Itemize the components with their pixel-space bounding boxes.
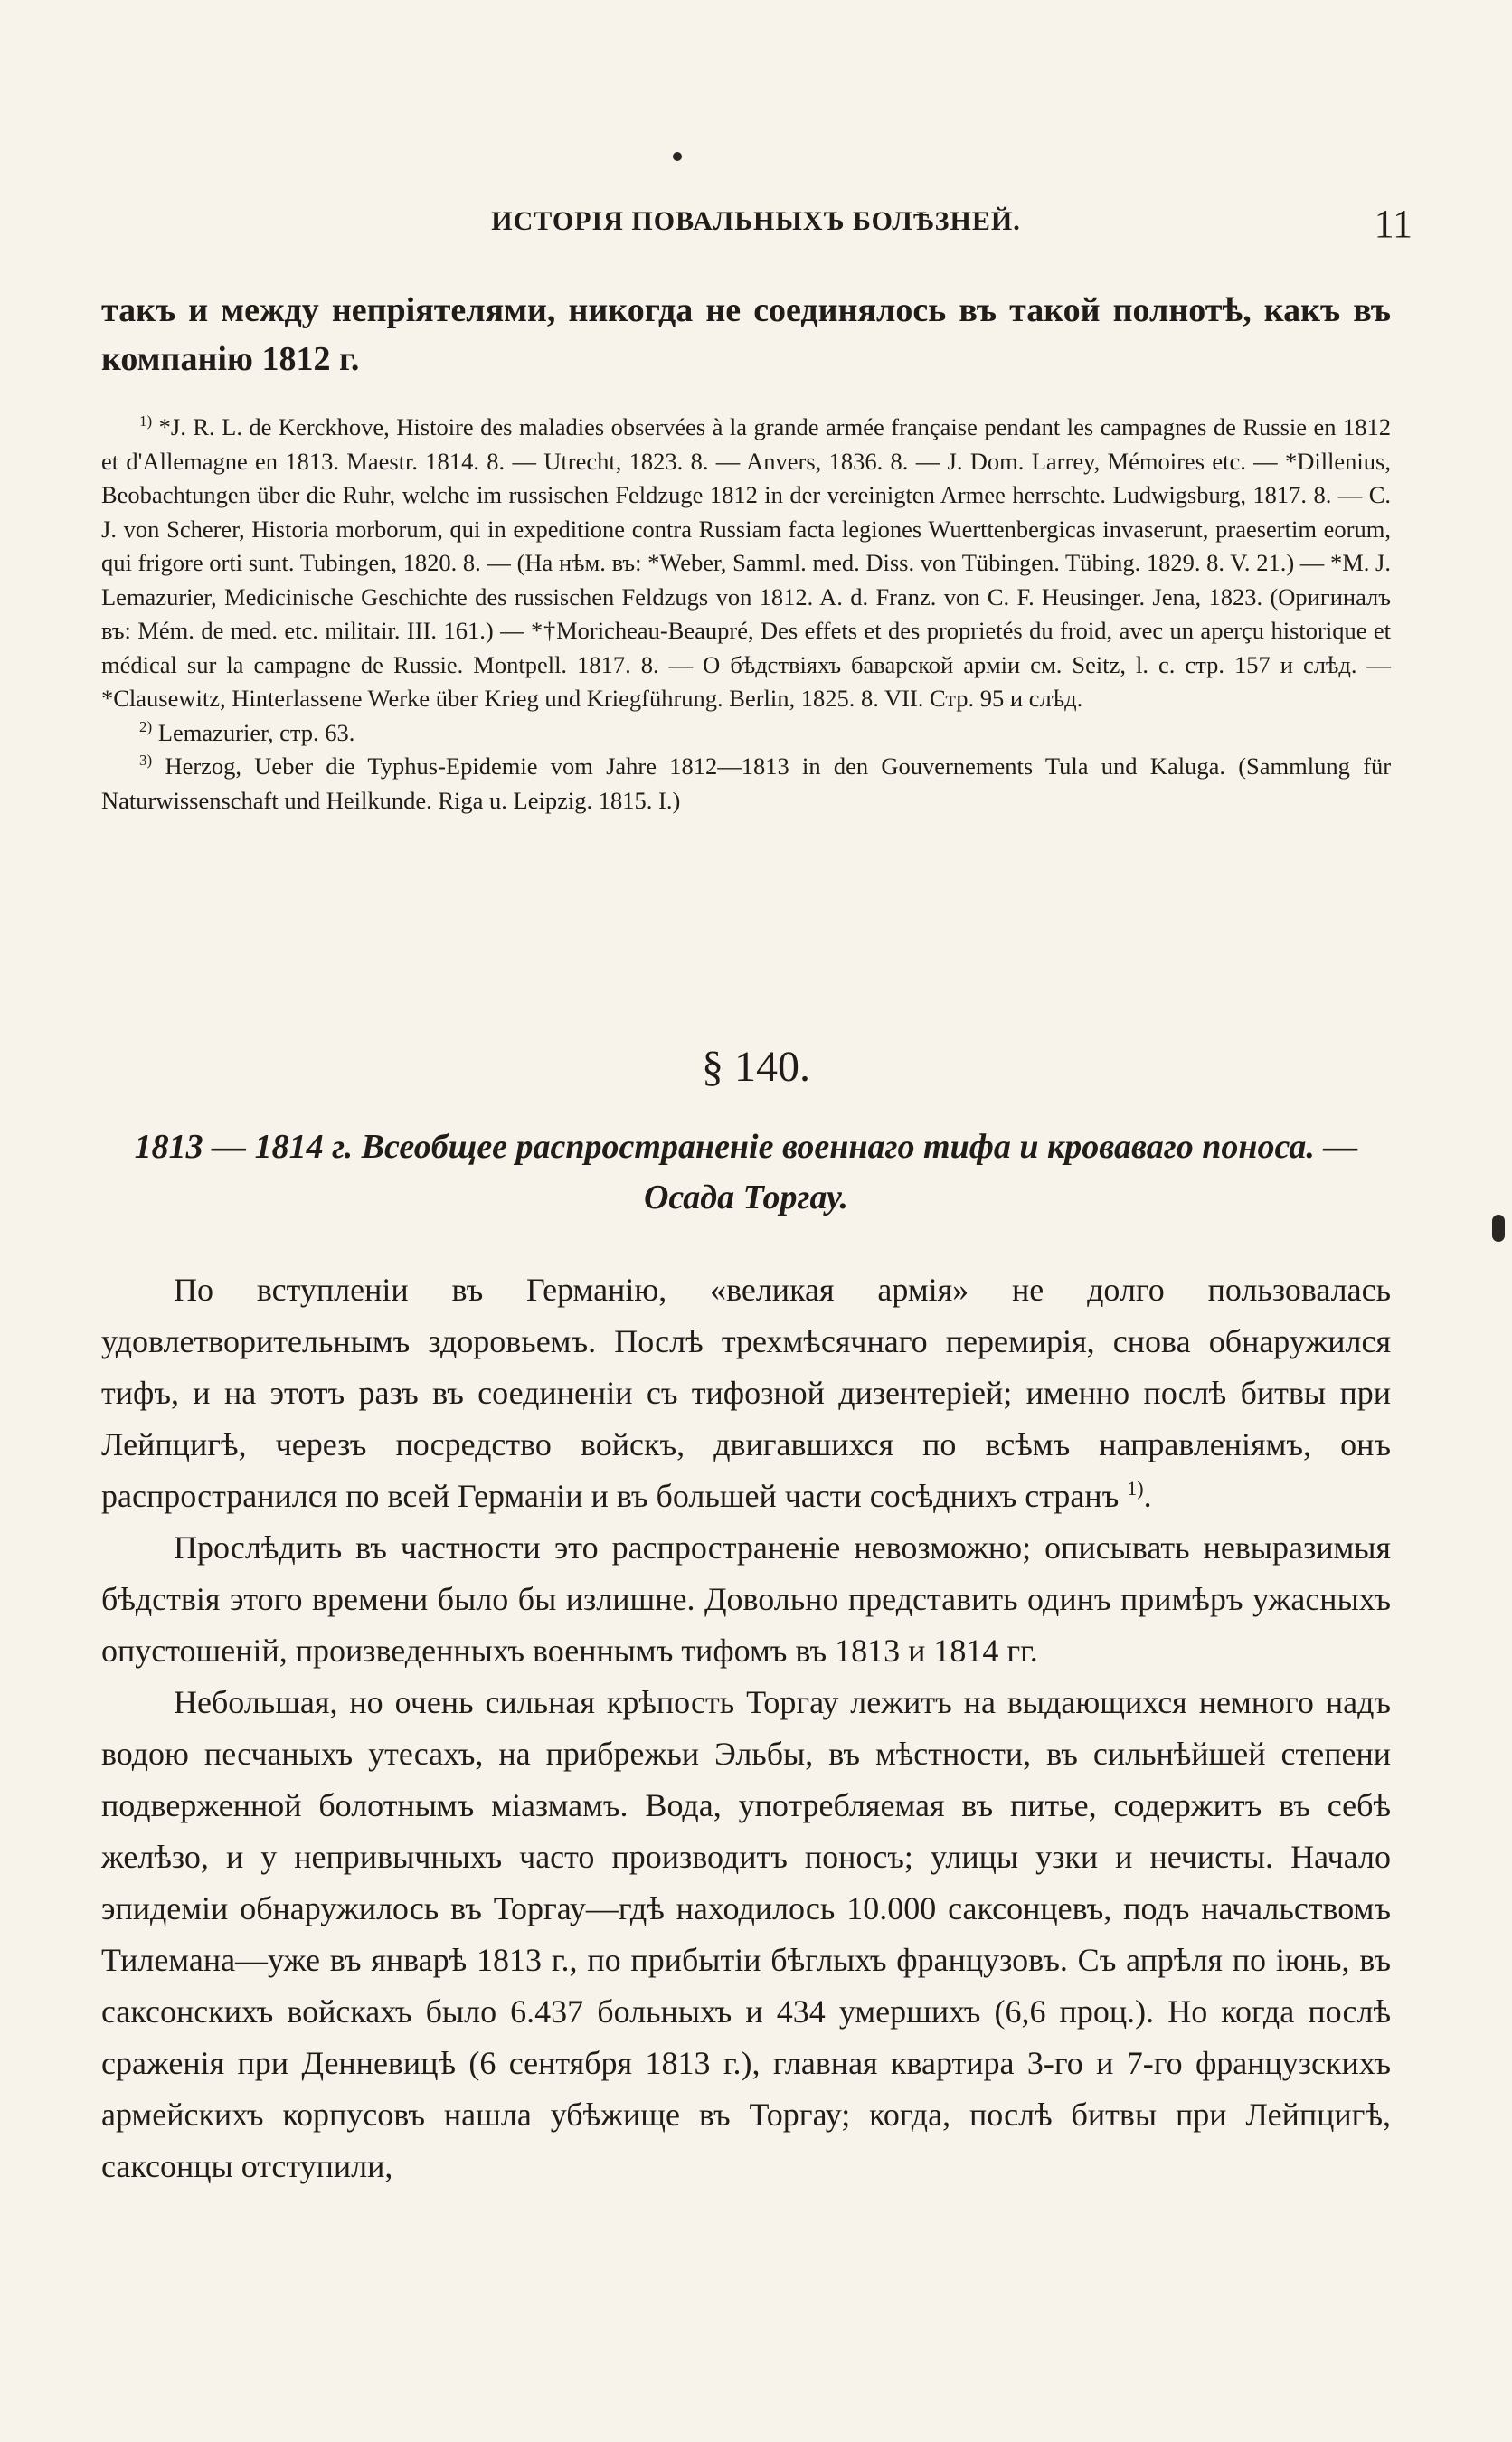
page-number: 11 (1374, 202, 1413, 246)
footnotes (101, 411, 1391, 818)
paragraph-text: Небольшая, но очень сильная крѣпость Торгау лежитъ на выдающихся немного надъ водою песчаныхъ утесахъ, на прибрежьи Эльбы, въ мѣстности, въ сильнѣйшей степени подверженной болотнымъ міазмамъ. Вода, употребляемая въ питье, содержитъ въ себѣ желѣзо, и у непривычныхъ часто производитъ поносъ; улицы узки и нечисты. Начало эпидеміи обнаружилось въ Торгау—гдѣ находилось 10.000 саксонцевъ, подъ начальствомъ Тилемана—уже въ январѣ 1813 г., по прибытіи бѣглыхъ французовъ. Съ апрѣля по іюнь, въ саксонскихъ войскахъ было 6.437 больныхъ и 434 умершихъ (6,6 проц.). Но когда послѣ сраженія при Денневицѣ (6 сентября 1813 г.), главная квартира 3-го и 7-го французскихъ армейскихъ корпусовъ нашла убѣжище въ Торгау; когда, послѣ битвы при Лейпцигѣ, саксонцы отступили, (101, 1684, 1391, 2184)
footnote-text: Lemazurier, стр. 63. (157, 718, 355, 746)
body-text (101, 1264, 1391, 2192)
footnote (101, 716, 1391, 751)
paragraph (101, 1522, 1391, 1677)
footnote-marker: 2) (139, 717, 153, 735)
running-title: ИСТОРІЯ ПОВАЛЬНЫХЪ БОЛѢЗНЕЙ. (491, 206, 1021, 236)
paragraph (101, 1264, 1391, 1522)
footnote (101, 411, 1391, 716)
paragraph-text: Прослѣдить въ частности это распространеніе невозможно; описывать невыразимыя бѣдствія этого времени было бы излишне. Довольно представить одинъ примѣръ ужасныхъ опустошеній, произведенныхъ военнымъ тифомъ въ 1813 и 1814 гг. (101, 1529, 1391, 1669)
margin-mark (1492, 1215, 1505, 1242)
opening-text: такъ и между непріятелями, никогда не соединялось въ такой полнотѣ, какъ въ компанію 1812 г. (101, 291, 1391, 378)
footnote-ref: 1) (1127, 1477, 1144, 1500)
footnote-marker: 1) (139, 412, 153, 431)
footnote-text: Herzog, Ueber die Typhus-Epidemie vom Jahre 1812—1813 in den Gouvernements Tula und Kaluga. (Sammlung für Naturwissenschaft und Heilkunde. Riga u. Leipzig. 1815. I.) (101, 752, 1392, 814)
footnote (101, 750, 1391, 818)
printers-dot (673, 152, 682, 161)
paragraph-text: По вступленіи въ Германію, «великая армія» не долго пользовалась удовлетворительнымъ здоровьемъ. Послѣ трехмѣсячнаго перемирія, снова обнаружился тифъ, и на этотъ разъ въ соединеніи съ тифозной дизентеріей; именно послѣ битвы при Лейпцигѣ, черезъ посредство войскъ, двигавшихся по всѣмъ направленіямъ, онъ распространился по всей Германіи и въ большей части сосѣднихъ странъ (101, 1272, 1391, 1514)
section-heading: 1813 — 1814 г. Всеобщее распространеніе военнаго тифа и кроваваго поноса. — Осада Торгау. (134, 1128, 1358, 1216)
section-number: § 140. (702, 1043, 810, 1091)
paragraph-tail: . (1143, 1478, 1152, 1514)
footnote-marker: 3) (139, 752, 153, 770)
running-head (99, 201, 1413, 251)
footnote-text: *J. R. L. de Kerckhove, Histoire des maladies observées à la grande armée française pendant les campagnes de Russie en 1812 et d'Allemagne en 1813. Maestr. 1814. 8. — Utrecht, 1823. 8. — Anvers, 1836. 8. — J. Dom. Larrey, Mémoires etc. — *Dillenius, Beobachtungen über die Ruhr, welche im russischen Feldzuge 1812 in der vereinigten Armee herrschte. Ludwigsburg, 1817. 8. — C. J. von Scherer, Historia morborum, qui in expeditione contra Russiam facta legiones Wuerttenbergicas invaserunt, praesertim eorum, qui frigore orti sunt. Tubingen, 1820. 8. — (На нѣм. въ: *Weber, Samml. med. Diss. von Tübingen. Tübing. 1829. 8. V. 21.) — *M. J. Lemazurier, Medicinische Geschichte des russischen Feldzugs von 1812. A. d. Franz. von C. F. Heusinger. Jena, 1823. (Оригиналъ въ: Mém. de med. etc. militair. III. 161.) — *†Moricheau-Beaupré, Des effets et des proprietés du froid, avec un aperçu historique et médical sur la campagne de Russie. Montpell. 1817. 8. — О бѣдствіяхъ баварской арміи см. Seitz, l. c. стр. 157 и слѣд. — *Clausewitz, Hinterlassene Werke über Krieg und Kriegführung. Berlin, 1825. 8. VII. Стр. 95 и слѣд. (101, 413, 1392, 712)
paragraph (101, 1677, 1391, 2192)
